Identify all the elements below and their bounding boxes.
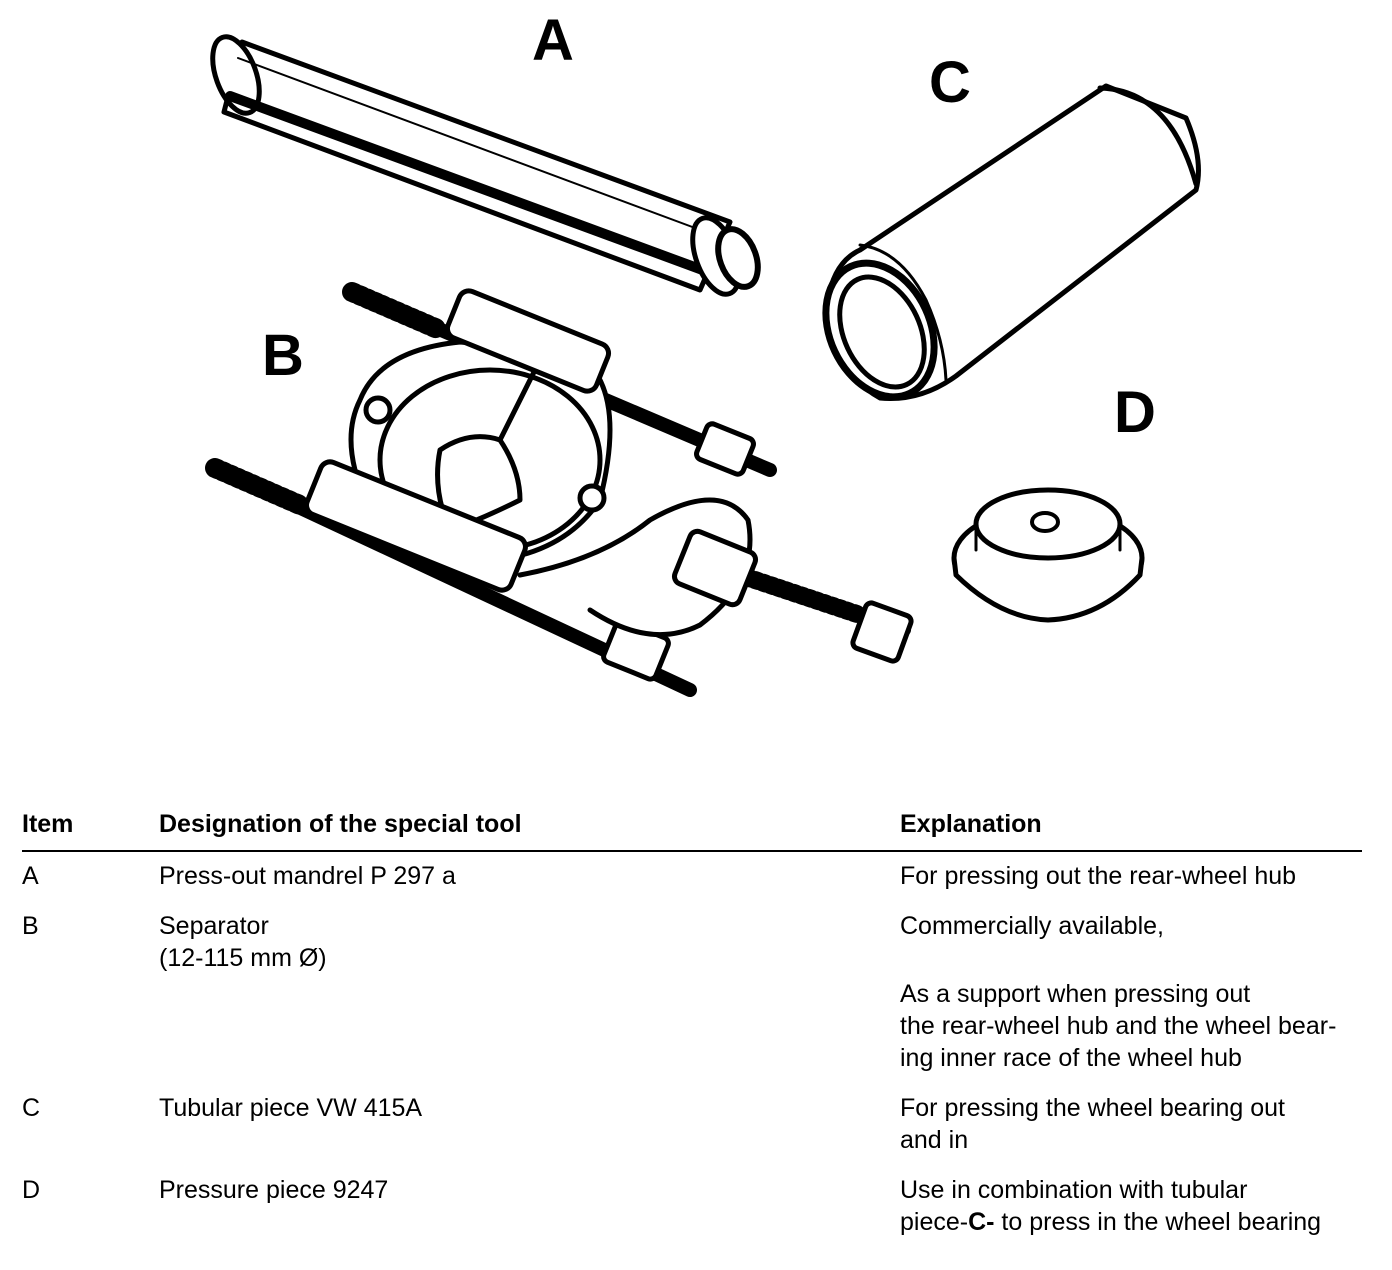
press-out-mandrel-drawing xyxy=(204,31,766,301)
designation-cell: Separator (12-115 mm Ø) xyxy=(159,912,327,972)
table-header xyxy=(22,806,1362,852)
explanation-cell: Commercially available, As a support when pressing out the rear-wheel hub and the wheel bear- ing inner race of the wheel hub xyxy=(900,912,1337,1072)
label-c: C xyxy=(929,50,971,115)
explanation-cell: Use in combination with tubular piece-C- to press in the wheel bearing xyxy=(900,1176,1322,1236)
table-row xyxy=(22,1174,1362,1244)
table-row xyxy=(22,1092,1362,1174)
pressure-piece-drawing xyxy=(954,490,1142,620)
explanation-cell: For pressing out the rear-wheel hub xyxy=(900,862,1297,890)
item-cell: B xyxy=(22,912,39,940)
separator-drawing xyxy=(215,288,913,690)
item-cell: A xyxy=(22,862,39,890)
tubular-piece-drawing xyxy=(805,86,1198,415)
designation-cell: Press-out mandrel P 297 a xyxy=(159,862,456,890)
label-d: D xyxy=(1114,380,1156,445)
designation-cell: Tubular piece VW 415A xyxy=(159,1094,423,1122)
header-item: Item xyxy=(22,810,74,838)
label-a: A xyxy=(532,8,574,73)
item-cell: D xyxy=(22,1176,41,1204)
special-tools-table xyxy=(22,806,1362,1244)
item-cell: C xyxy=(22,1094,41,1122)
explanation-cell: For pressing the wheel bearing out and in xyxy=(900,1094,1285,1154)
table-row xyxy=(22,910,1362,1092)
designation-cell: Pressure piece 9247 xyxy=(159,1176,389,1204)
header-designation: Designation of the special tool xyxy=(159,810,522,838)
header-explanation: Explanation xyxy=(900,810,1042,838)
table-row xyxy=(22,860,1362,910)
label-b: B xyxy=(262,323,304,388)
